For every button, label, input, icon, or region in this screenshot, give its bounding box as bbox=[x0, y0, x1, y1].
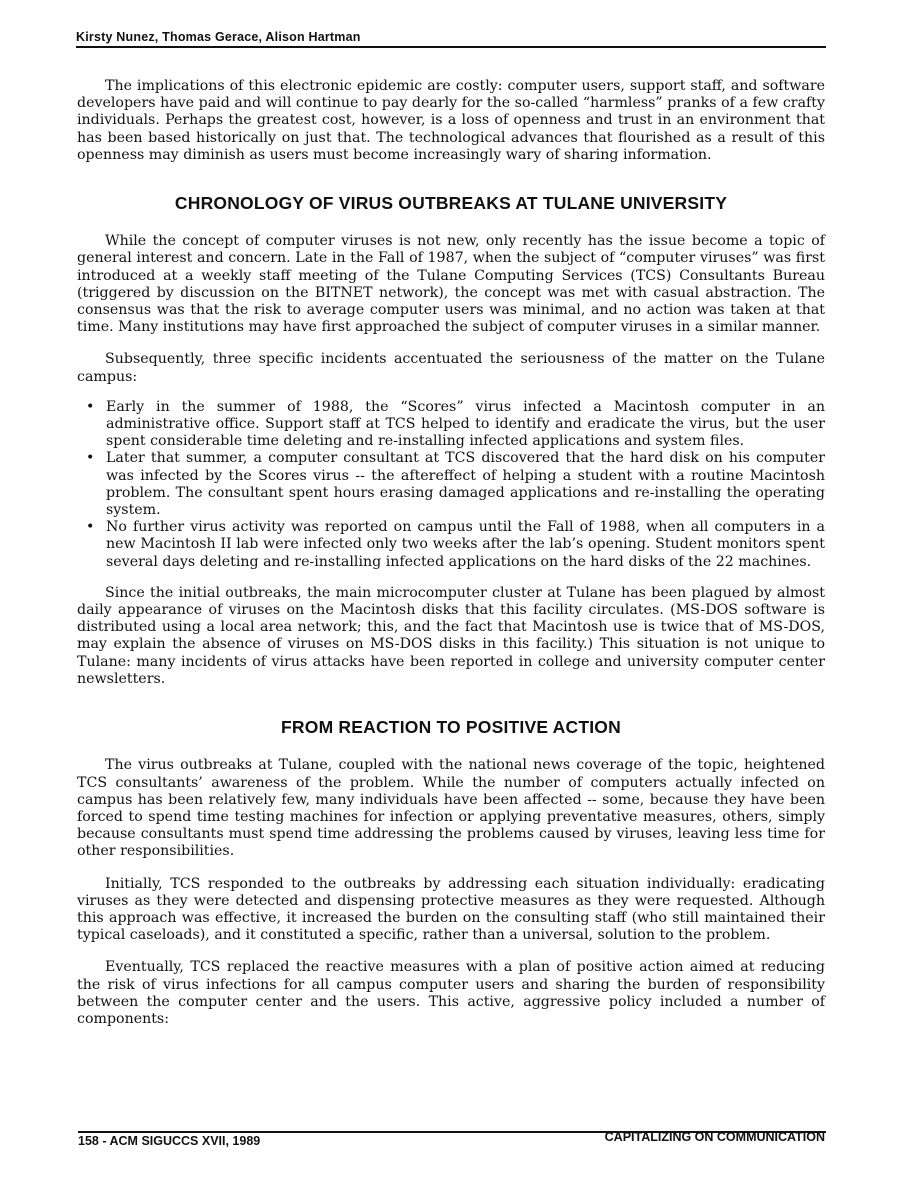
bullet-icon: • bbox=[86, 450, 95, 467]
bullet-icon: • bbox=[86, 519, 95, 536]
list-item bbox=[86, 519, 825, 571]
footer-page-info: 158 - ACM SIGUCCS XVII, 1989 bbox=[78, 1134, 261, 1148]
bullet-icon: • bbox=[86, 398, 95, 415]
action-paragraph-3: Eventually, TCS replaced the reactive measures with a plan of positive action aimed at reducing the risk of virus infections for all campus computer users and sharing the burden of responsibility between the computer center and the users. This active, aggressive policy included a number of components: bbox=[77, 959, 825, 1027]
incident-list bbox=[77, 399, 825, 571]
list-item bbox=[86, 398, 825, 451]
header-rule bbox=[76, 46, 826, 48]
incident-text: No further virus activity was reported on campus until the Fall of 1988, when all computers in a new Macintosh II lab were infected only two weeks after the lab’s opening. Student monitors spent several days deleting and re-installing infected applications on the hard disks of the 22 machines. bbox=[106, 519, 825, 570]
running-head-authors: Kirsty Nunez, Thomas Gerace, Alison Hartman bbox=[76, 30, 361, 44]
list-item bbox=[86, 450, 825, 519]
intro-paragraph: The implications of this electronic epidemic are costly: computer users, support staff, and software developers have paid and will continue to pay dearly for the so-called “harmless” pranks of a few crafty individuals. Perhaps the greatest cost, however, is a loss of openness and trust in an environment that has been based historically on just that. The technological advances that flourished as a result of this openness may diminish as users must become increasingly wary of sharing information. bbox=[77, 78, 825, 163]
section-heading-action: FROM REACTION TO POSITIVE ACTION bbox=[281, 717, 621, 738]
incident-text: Later that summer, a computer consultant at TCS discovered that the hard disk on his computer was infected by the Scores virus -- the aftereffect of helping a student with a routine Macintosh problem. The consultant spent hours erasing damaged applications and re-installing the operating system. bbox=[106, 450, 825, 519]
body-text bbox=[77, 78, 825, 1028]
chronology-paragraph-2: Subsequently, three specific incidents accentuated the seriousness of the matter on the Tulane campus: bbox=[77, 351, 825, 385]
chronology-closing-paragraph: Since the initial outbreaks, the main microcomputer cluster at Tulane has been plagued by almost daily appearance of viruses on the Macintosh disks that this facility circulates. (MS-DOS software is distributed using a local area network; this, and the fact that Macintosh use is twice that of MS-DOS, may explain the absence of viruses on MS-DOS disks in this facility.) This situation is not unique to Tulane: many incidents of virus attacks have been reported in college and university computer center newsletters. bbox=[77, 584, 825, 687]
incident-text: Early in the summer of 1988, the “Scores” virus infected a Macintosh computer in an administrative office. Support staff at TCS helped to identify and eradicate the virus, but the user spent considerable time deleting and re-installing infected applications and system files. bbox=[106, 398, 825, 450]
action-paragraph-2: Initially, TCS responded to the outbreaks by addressing each situation individually: eradicating viruses as they were detected and dispensing protective measures as they were requested. Although this approach was effective, it increased the burden on the consulting staff (who still maintained their typical caseloads), and it constituted a specific, rather than a universal, solution to the problem. bbox=[77, 875, 825, 944]
action-paragraph-1: The virus outbreaks at Tulane, coupled with the national news coverage of the topic, heightened TCS consultants’ awareness of the problem. While the number of computers actually infected on campus has been relatively few, many individuals have been affected -- some, because they have been forced to spend time testing machines for infection or applying preventative measures, others, simply because consultants must spend time addressing the problems caused by viruses, leaving less time for other responsibilities. bbox=[77, 757, 825, 860]
footer-proceedings-title: CAPITALIZING ON COMMUNICATION bbox=[604, 1130, 825, 1144]
chronology-paragraph-1: While the concept of computer viruses is not new, only recently has the issue become a topic of general interest and concern. Late in the Fall of 1987, when the subject of “computer viruses” was first introduced at a weekly staff meeting of the Tulane Computing Services (TCS) Consultants Bureau (triggered by discussion on the BITNET network), the concept was met with casual abstraction. The consensus was that the risk to average computer users was minimal, and no action was taken at that time. Many institutions may have first approached the subject of computer viruses in a similar manner. bbox=[77, 233, 825, 336]
section-heading-chronology: CHRONOLOGY OF VIRUS OUTBREAKS AT TULANE UNIVERSITY bbox=[174, 193, 728, 214]
